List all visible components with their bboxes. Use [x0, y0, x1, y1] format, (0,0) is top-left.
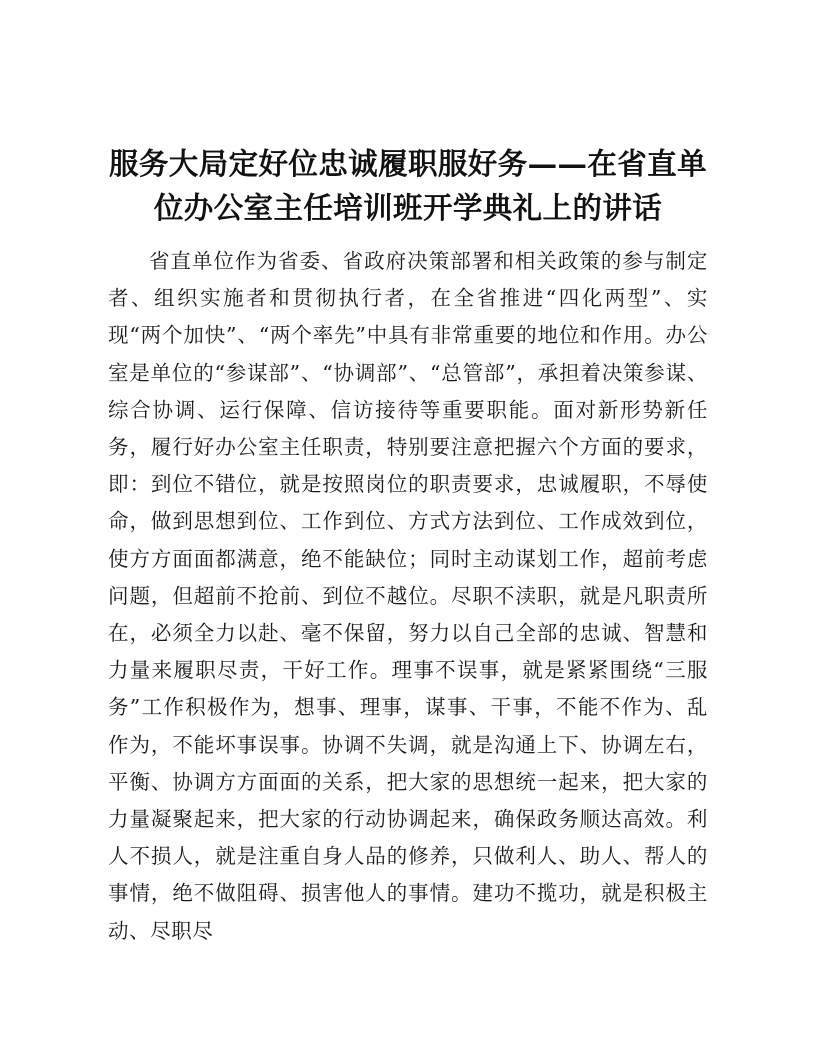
document-title: 服务大局定好位忠诚履职服好务——在省直单位办公室主任培训班开学典礼上的讲话: [108, 146, 707, 225]
body-paragraph: 省直单位作为省委、省政府决策部署和相关政策的参与制定者、组织实施者和贯彻执行者，在全省推进“四化两型”、实现“两个加快”、“两个率先”中具有非常重要的地位和作用。办公室是单位的“参谋部”、“协调部”、“总管部”，承担着决策参谋、综合协调、运行保障、信访接待等重要职能。面对新形势新任务，履行好办公室主任职责，特别要注意把握六个方面的要求，即：到位不错位，就是按照岗位的职责要求，忠诚履职，不辱使命，做到思想到位、工作到位、方式方法到位、工作成效到位，使方方面面都满意，绝不能缺位；同时主动谋划工作，超前考虑问题，但超前不抢前、到位不越位。尽职不渎职，就是凡职责所在，必须全力以赴、毫不保留，努力以自己全部的忠诚、智慧和力量来履职尽责，干好工作。理事不误事，就是紧紧围绕“三服务”工作积极作为，想事、理事，谋事、干事，不能不作为、乱作为，不能坏事误事。协调不失调，就是沟通上下、协调左右，平衡、协调方方面面的关系，把大家的思想统一起来，把大家的力量凝聚起来，把大家的行动协调起来，确保政务顺达高效。利人不损人，就是注重自身人品的修养，只做利人、助人、帮人的事情，绝不做阻碍、损害他人的事情。建功不揽功，就是积极主动、尽职尽: [108, 249, 708, 943]
